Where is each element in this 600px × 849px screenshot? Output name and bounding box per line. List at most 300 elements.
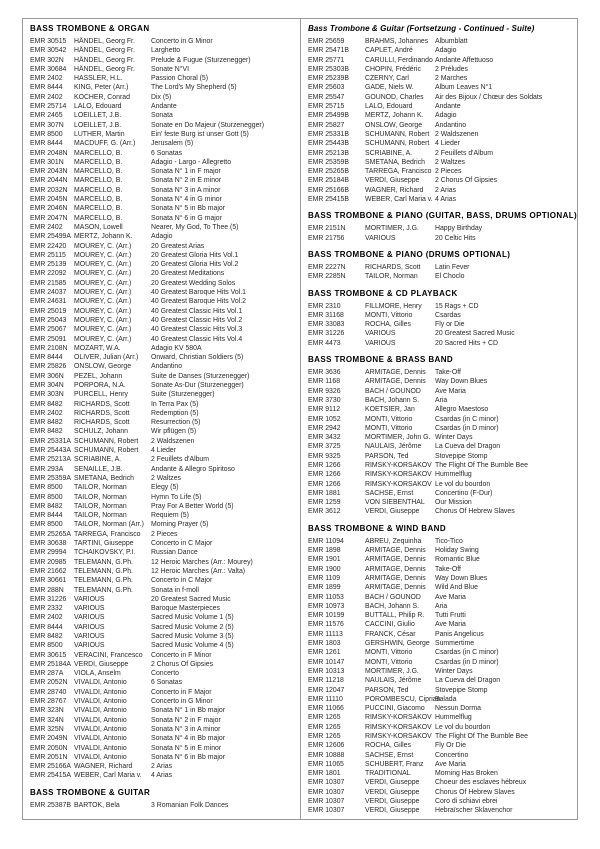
catalog-number: EMR 21585	[30, 279, 67, 287]
catalog-row	[30, 409, 296, 418]
catalog-number: EMR 20985	[30, 558, 67, 566]
catalog-row	[308, 555, 573, 564]
work-title: Sonata N° 4 in G minor	[151, 196, 222, 204]
composer-name: RIMSKY-KORSAKOV	[365, 714, 432, 722]
work-title: Sacred Music Volume 2 (5)	[151, 623, 234, 631]
composer-name: VIVALDI, Antonio	[74, 725, 127, 733]
catalog-row	[30, 716, 296, 725]
catalog-number: EMR 8444	[30, 623, 63, 631]
catalog-number: EMR 2047N	[30, 214, 68, 222]
catalog-page-frame	[22, 18, 578, 820]
composer-name: BACH, Johann S.	[365, 602, 420, 610]
catalog-row	[308, 676, 573, 685]
work-title: Panis Angelicus	[435, 630, 484, 638]
catalog-row	[30, 149, 296, 158]
catalog-number: EMR 22092	[30, 270, 67, 278]
catalog-row	[30, 260, 296, 269]
work-title: The Flight Of The Bumble Bee	[435, 733, 528, 740]
work-title: Concerto in F Minor	[151, 651, 212, 659]
catalog-number: EMR 28767	[30, 698, 67, 706]
work-title: Le vol du bourdon	[435, 480, 491, 488]
composer-name: MARCELLO, B.	[74, 158, 123, 166]
catalog-number: EMR 24631	[30, 298, 67, 306]
catalog-row	[30, 93, 296, 102]
catalog-row	[30, 139, 296, 148]
composer-name: ARMITAGE, Dennis	[365, 584, 426, 592]
catalog-row	[30, 269, 296, 278]
catalog-row	[30, 483, 296, 492]
work-title: Our Mission	[435, 499, 472, 507]
work-title: Sonata N° 1 in F major	[151, 168, 221, 176]
work-title: Ave Maria	[435, 387, 466, 395]
work-title: Wild And Blue	[435, 584, 478, 592]
catalog-row	[30, 753, 296, 762]
catalog-number: EMR 33083	[308, 321, 345, 329]
work-title: 20 Greatest Sacred Music	[435, 330, 515, 338]
catalog-row	[308, 546, 573, 555]
composer-name: MARCELLO, B.	[74, 214, 123, 222]
catalog-column-left	[23, 19, 300, 819]
catalog-number: EMR 1261	[308, 649, 341, 657]
section-header: BASS TROMBONE & GUITAR	[30, 787, 151, 797]
composer-name: BACH / GOUNOD	[365, 593, 421, 601]
catalog-number: EMR 2402	[30, 409, 63, 417]
work-title: Tutti Frutti	[435, 612, 466, 620]
work-title: Le vol du bourdon	[435, 723, 491, 731]
composer-name: SCHUMANN, Robert	[74, 437, 139, 445]
work-title: Fly or Die	[435, 321, 465, 329]
catalog-number: EMR 30638	[30, 540, 67, 548]
composer-name: TAILOR, Norman	[74, 493, 127, 501]
catalog-row	[30, 111, 296, 120]
catalog-row	[30, 400, 296, 409]
catalog-number: EMR 1803	[308, 640, 341, 648]
catalog-row	[30, 641, 296, 650]
work-title: Fly Or Die	[435, 742, 467, 750]
catalog-row	[30, 613, 296, 622]
catalog-number: EMR 31226	[308, 330, 345, 338]
catalog-number: EMR 11094	[308, 537, 344, 545]
catalog-number: EMR 25359A	[30, 474, 71, 482]
composer-name: RIMSKY-KORSAKOV	[365, 733, 432, 740]
catalog-row	[30, 697, 296, 706]
catalog-row	[30, 567, 296, 576]
catalog-number: EMR 1266	[308, 480, 341, 488]
catalog-number: EMR 4473	[308, 339, 341, 347]
catalog-row	[308, 111, 573, 120]
catalog-number: EMR 10313	[308, 667, 345, 675]
composer-name: WAGNER, Richard	[365, 186, 424, 194]
composer-name: TARREGA, Francisco	[365, 168, 432, 176]
work-title: La Cueva del Dragon	[435, 443, 501, 451]
composer-name: VERDI, Giuseppe	[365, 788, 420, 796]
work-title: 4 Arias	[435, 196, 457, 204]
work-title: 3 Romanian Folk Dances	[151, 801, 229, 809]
catalog-row	[308, 368, 573, 377]
catalog-row	[308, 415, 573, 424]
catalog-number: EMR 1168	[308, 378, 341, 386]
work-title: Hummelflug	[435, 471, 472, 479]
catalog-row	[308, 442, 573, 451]
catalog-number: EMR 25499B	[308, 112, 349, 120]
catalog-number: EMR 304N	[30, 381, 64, 389]
work-title: Nearer, My God, To Thee (5)	[151, 223, 239, 231]
work-title: 40 Greatest Classic Hits Vol.4	[151, 335, 243, 343]
composer-name: RIMSKY-KORSAKOV	[365, 471, 432, 479]
catalog-row	[30, 502, 296, 511]
catalog-row	[308, 667, 573, 676]
catalog-number: EMR 25091	[30, 335, 67, 343]
catalog-row	[308, 139, 573, 148]
catalog-row	[30, 176, 296, 185]
composer-name: VIVALDI, Antonio	[74, 735, 127, 743]
catalog-number: EMR 2942	[308, 424, 341, 432]
catalog-row	[30, 297, 296, 306]
composer-name: LALO, Edouard	[74, 103, 122, 111]
composer-name: VIVALDI, Antonio	[74, 698, 127, 706]
catalog-number: EMR 10307	[308, 807, 345, 815]
catalog-number: EMR 1801	[308, 770, 341, 778]
work-title: Concerto	[151, 670, 179, 678]
catalog-number: EMR 21662	[30, 567, 67, 575]
catalog-number: EMR 8482	[30, 428, 63, 436]
catalog-row	[308, 195, 573, 204]
catalog-row	[30, 688, 296, 697]
catalog-number: EMR 1899	[308, 584, 341, 592]
catalog-number: EMR 29994	[30, 549, 67, 557]
composer-name: VIVALDI, Antonio	[74, 716, 127, 724]
composer-name: SCHUBERT, Franz	[365, 760, 424, 768]
composer-name: MOUREY, C. (Arr.)	[74, 270, 132, 278]
work-title: 20 Celtic Hits	[435, 234, 476, 242]
catalog-number: EMR 21756	[308, 234, 345, 242]
catalog-number: EMR 25265A	[30, 530, 71, 538]
composer-name: KING, Peter (Arr.)	[74, 84, 129, 92]
composer-name: TCHAIKOVSKY, P.I.	[74, 549, 136, 557]
composer-name: HÄNDEL, Georg Fr.	[74, 65, 135, 73]
work-title: Air des Bijoux / Chœur des Soldats	[435, 93, 543, 101]
catalog-row	[308, 46, 573, 55]
catalog-number: EMR 10888	[308, 751, 345, 759]
composer-name: MARCELLO, B.	[74, 149, 123, 157]
work-title: Coro di schiavi ebrei	[435, 798, 498, 806]
catalog-number: EMR 25213B	[308, 149, 349, 157]
work-title: Csardas (in D minor)	[435, 658, 499, 666]
composer-name: KOETSIER, Jan	[365, 406, 415, 414]
work-title: 20 Greatest Gloria Hits Vol.2	[151, 261, 239, 269]
work-title: Concerto in G Minor	[151, 698, 213, 706]
catalog-number: EMR 2050N	[30, 744, 68, 752]
composer-name: ONSLOW, George	[365, 121, 423, 129]
composer-name: SCHUMANN, Robert	[74, 447, 139, 455]
catalog-row	[308, 704, 573, 713]
catalog-number: EMR 2402	[30, 75, 63, 83]
catalog-number: EMR 9326	[308, 387, 341, 395]
work-title: 20 Greatest Sacred Music	[151, 595, 231, 603]
composer-name: VIVALDI, Antonio	[74, 753, 127, 761]
work-title: Sacred Music Volume 4 (5)	[151, 642, 234, 650]
catalog-number: EMR 2108N	[30, 344, 68, 352]
work-title: Adagio - Largo - Allegretto	[151, 158, 232, 166]
work-title: Aria	[435, 396, 448, 404]
composer-name: LALO, Edouard	[365, 103, 413, 111]
catalog-row	[30, 372, 296, 381]
work-title: Passion Choral (5)	[151, 75, 209, 83]
catalog-number: EMR 2285N	[308, 273, 346, 281]
composer-name: SCHUMANN, Robert	[365, 130, 430, 138]
composer-name: TELEMANN, G.Ph.	[74, 586, 133, 594]
catalog-row	[308, 565, 573, 574]
work-title: Winter Days	[435, 667, 473, 675]
catalog-number: EMR 3612	[308, 508, 341, 516]
catalog-number: EMR 324N	[30, 716, 64, 724]
catalog-number: EMR 25471B	[308, 47, 349, 55]
composer-name: ABREU, Zequinha	[365, 537, 422, 545]
catalog-number: EMR 25265B	[308, 168, 349, 176]
composer-name: ARMITAGE, Dennis	[365, 574, 426, 582]
catalog-number: EMR 25019	[30, 307, 67, 315]
composer-name: POROMBESCU, Ciprian	[365, 695, 441, 703]
work-title: 40 Greatest Classic Hits Vol.2	[151, 316, 243, 324]
composer-name: TRADITIONAL	[365, 770, 411, 778]
composer-name: CZERNY, Carl	[365, 75, 409, 83]
catalog-row	[30, 167, 296, 176]
composer-name: WEBER, Carl Maria v.	[74, 772, 142, 780]
work-title: Latin Fever	[435, 263, 470, 271]
work-title: 15 Rags + CD	[435, 302, 479, 310]
catalog-row	[308, 537, 573, 546]
catalog-number: EMR 8500	[30, 493, 63, 501]
catalog-row	[30, 548, 296, 557]
composer-name: VERACINI, Francesco	[74, 651, 143, 659]
work-title: Adagio KV 580A	[151, 344, 202, 352]
work-title: Adagio	[151, 233, 173, 241]
work-title: Jerusalem (5)	[151, 140, 194, 148]
catalog-row	[308, 311, 573, 320]
catalog-number: EMR 8444	[30, 140, 63, 148]
catalog-row	[308, 732, 573, 741]
catalog-number: EMR 22420	[30, 242, 67, 250]
composer-name: MOUREY, C. (Arr.)	[74, 298, 132, 306]
work-title: Andante Affettuoso	[435, 56, 494, 64]
work-title: Albumblatt	[435, 38, 468, 45]
catalog-number: EMR 11113	[308, 630, 343, 638]
catalog-number: EMR 1266	[308, 461, 341, 469]
catalog-row	[308, 329, 573, 338]
composer-name: RICHARDS, Scott	[74, 419, 130, 427]
catalog-row	[30, 539, 296, 548]
catalog-row	[30, 195, 296, 204]
work-title: Csardas (in C minor)	[435, 415, 499, 423]
catalog-number: EMR 10199	[308, 612, 345, 620]
composer-name: MARCELLO, B.	[74, 186, 123, 194]
catalog-number: EMR 25659	[308, 38, 345, 45]
catalog-row	[308, 751, 573, 760]
catalog-row	[30, 511, 296, 520]
composer-name: SCHULZ, Johann	[74, 428, 129, 436]
catalog-number: EMR 25387B	[30, 801, 71, 809]
catalog-row	[30, 427, 296, 436]
work-title: 20 Greatest Gloria Hits Vol.1	[151, 251, 239, 259]
catalog-row	[308, 498, 573, 507]
work-title: Concerto in F Major	[151, 688, 212, 696]
work-title: Sonata N° 6 in Bb major	[151, 753, 225, 761]
work-title: Sonate en Do Majeur (Sturzenegger)	[151, 121, 264, 129]
work-title: 2 Arias	[151, 763, 173, 771]
work-title: Baroque Masterpieces	[151, 605, 220, 613]
composer-name: MOUREY, C. (Arr.)	[74, 251, 132, 259]
catalog-number: EMR 25213A	[30, 456, 71, 464]
catalog-number: EMR 2052N	[30, 679, 68, 687]
catalog-number: EMR 9325	[308, 452, 341, 460]
composer-name: ARMITAGE, Dennis	[365, 547, 426, 555]
catalog-number: EMR 3725	[308, 443, 341, 451]
catalog-number: EMR 25714	[30, 103, 67, 111]
composer-name: MOUREY, C. (Arr.)	[74, 326, 132, 334]
work-title: Hymn To Life (5)	[151, 493, 202, 501]
composer-name: TELEMANN, G.Ph.	[74, 558, 133, 566]
catalog-row	[30, 455, 296, 464]
composer-name: TARTINI, Giuseppe	[74, 540, 134, 548]
work-title: Sonata	[151, 112, 173, 120]
composer-name: VARIOUS	[74, 614, 105, 622]
composer-name: PARSON, Ted	[365, 452, 409, 460]
catalog-number: EMR 1109	[308, 574, 341, 582]
work-title: Take-Off	[435, 565, 461, 573]
composer-name: MORTIMER, J.G.	[365, 667, 419, 675]
catalog-number: EMR 11065	[308, 760, 344, 768]
catalog-number: EMR 2151N	[308, 225, 346, 233]
section-header: BASS TROMBONE & PIANO (DRUMS OPTIONAL)	[308, 249, 511, 259]
composer-name: PORPORA, N.A.	[74, 381, 126, 389]
catalog-row	[30, 586, 296, 595]
composer-name: VARIOUS	[74, 623, 105, 631]
catalog-number: EMR 288N	[30, 586, 64, 594]
catalog-row	[30, 632, 296, 641]
catalog-row	[308, 507, 573, 516]
composer-name: MOUREY, C. (Arr.)	[74, 307, 132, 315]
work-title: Onward, Christian Soldiers (5)	[151, 354, 244, 362]
work-title: Requiem (5)	[151, 512, 189, 520]
work-title: 20 Sacred Hits + CD	[435, 339, 498, 347]
work-title: Holiday Swing	[435, 547, 479, 555]
catalog-number: EMR 8500	[30, 484, 63, 492]
catalog-number: EMR 25415A	[30, 772, 71, 780]
composer-name: CARULLI, Ferdinando	[365, 56, 433, 64]
work-title: 40 Greatest Baroque Hits Vol.1	[151, 289, 246, 297]
catalog-row	[30, 725, 296, 734]
catalog-row	[308, 56, 573, 65]
catalog-number: EMR 1265	[308, 714, 341, 722]
catalog-number: EMR 2044N	[30, 177, 68, 185]
work-title: Ave Maria	[435, 760, 466, 768]
work-title: Suite de Danses (Sturzenegger)	[151, 372, 250, 380]
composer-name: NAULAIS, Jérôme	[365, 443, 422, 451]
work-title: Choeur des esclaves hébreux	[435, 779, 527, 787]
composer-name: VIVALDI, Antonio	[74, 679, 127, 687]
catalog-row	[308, 405, 573, 414]
composer-name: RIMSKY-KORSAKOV	[365, 480, 432, 488]
composer-name: SCRIABINE, A.	[365, 149, 413, 157]
catalog-number: EMR 8444	[30, 512, 63, 520]
catalog-number: EMR 24037	[30, 289, 67, 297]
catalog-number: EMR 303N	[30, 391, 64, 399]
catalog-row	[30, 186, 296, 195]
catalog-row	[30, 344, 296, 353]
catalog-row	[308, 480, 573, 489]
work-title: Sacred Music Volume 3 (5)	[151, 633, 234, 640]
work-title: La Cueva del Dragon	[435, 677, 501, 685]
catalog-number: EMR 8500	[30, 130, 63, 138]
catalog-number: EMR 10307	[308, 779, 345, 787]
composer-name: VERDI, Giuseppe	[365, 798, 420, 806]
work-title: Morning Prayer (5)	[151, 521, 209, 529]
catalog-number: EMR 3432	[308, 434, 341, 442]
work-title: Sonata N° 2 in E minor	[151, 177, 222, 185]
work-title: Sonata N° 2 in F major	[151, 716, 221, 724]
catalog-row	[30, 83, 296, 92]
catalog-row	[308, 387, 573, 396]
composer-name: MOZART, W.A.	[74, 344, 121, 352]
catalog-row	[30, 418, 296, 427]
work-title: Csardas	[435, 311, 461, 319]
work-title: Concertino	[435, 751, 469, 759]
work-title: Happy Birthday	[435, 225, 483, 233]
catalog-number: EMR 2402	[30, 93, 63, 101]
catalog-row	[308, 639, 573, 648]
composer-name: CHOPIN, Frédéric	[365, 65, 421, 73]
work-title: Dix (5)	[151, 93, 172, 101]
composer-name: LOEILLET, J.B.	[74, 112, 122, 120]
catalog-number: EMR 1881	[308, 489, 341, 497]
work-title: Ave Maria	[435, 621, 466, 629]
work-title: The Flight Of The Bumble Bee	[435, 461, 528, 469]
catalog-row	[30, 660, 296, 669]
catalog-number: EMR 25166A	[30, 763, 71, 771]
catalog-number: EMR 25826	[30, 363, 67, 371]
work-title: 2 Chorus Of Gipsies	[435, 177, 498, 185]
catalog-row	[308, 433, 573, 442]
composer-name: SCRIABINE, A.	[74, 456, 122, 464]
work-title: Way Down Blues	[435, 574, 488, 582]
composer-name: BACH, Johann S.	[365, 396, 420, 404]
composer-name: VIVALDI, Antonio	[74, 688, 127, 696]
catalog-number: EMR 306N	[30, 372, 64, 380]
composer-name: FILLMORE, Henry	[365, 302, 422, 310]
composer-name: TAILOR, Norman	[74, 502, 127, 510]
catalog-row	[308, 611, 573, 620]
composer-name: MOUREY, C. (Arr.)	[74, 289, 132, 297]
catalog-number: EMR 11066	[308, 705, 344, 713]
catalog-number: EMR 2051N	[30, 753, 68, 761]
work-title: 6 Sonatas	[151, 679, 183, 687]
work-title: Winter Days	[435, 434, 473, 442]
section-header: BASS TROMBONE & ORGAN	[30, 24, 150, 33]
composer-name: MOUREY, C. (Arr.)	[74, 335, 132, 343]
work-title: Album Leaves N°1	[435, 84, 493, 92]
work-title: 2 Waldszenen	[151, 437, 195, 445]
composer-name: VERDI, Giuseppe	[365, 508, 420, 516]
work-title: Elegy (5)	[151, 484, 179, 492]
catalog-row	[30, 474, 296, 483]
composer-name: MORTIMER, John G.	[365, 434, 431, 442]
catalog-number: EMR 2465	[30, 112, 63, 120]
catalog-row	[308, 424, 573, 433]
composer-name: VIVALDI, Antonio	[74, 707, 127, 715]
composer-name: MARCELLO, B.	[74, 177, 123, 185]
composer-name: CACCINI, Giulio	[365, 621, 415, 629]
catalog-row	[308, 769, 573, 778]
